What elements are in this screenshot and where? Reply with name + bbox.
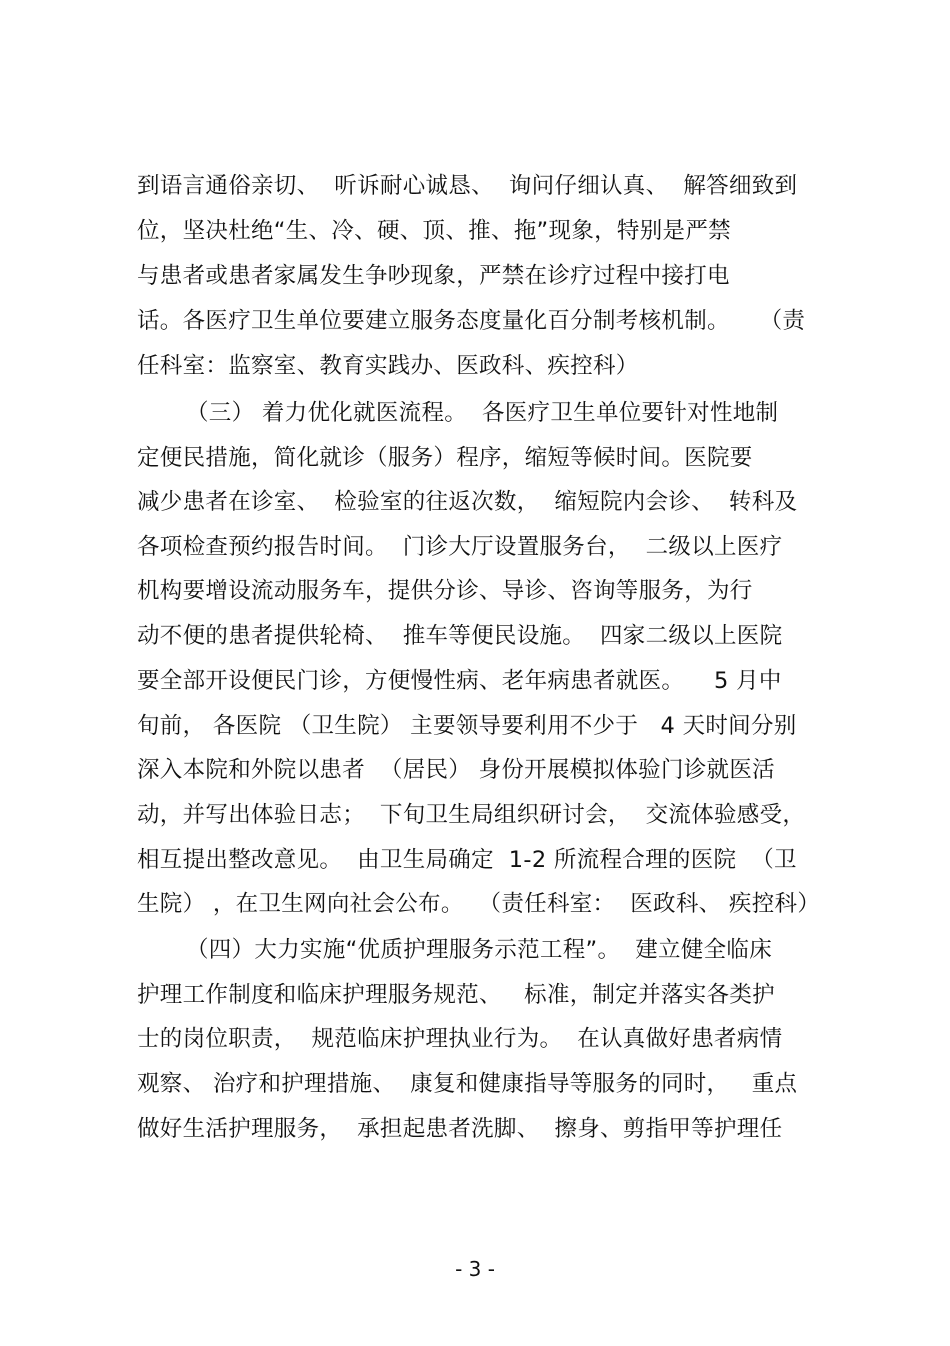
text-line-7: 定便民措施，简化就诊（服务）程序，缩短等候时间。医院要 [137,445,753,471]
text-line-19: 护理工作制度和临床护理服务规范、 标准，制定并落实各类护 [137,982,775,1008]
text-line-5: 任科室：监察室、教育实践办、医政科、疾控科） [137,353,639,379]
text-line-16: 相互提出整改意见。 由卫生局确定 1-2 所流程合理的医院 （卫 [137,847,797,873]
page-number: - 3 - [455,1257,495,1281]
text-line-10: 机构要增设流动服务车，提供分诊、导诊、咨询等服务，为行 [137,578,753,604]
text-line-6: （三） 着力优化就医流程。 各医疗卫生单位要针对性地制 [186,400,779,426]
text-line-22: 做好生活护理服务， 承担起患者洗脚、 擦身、剪指甲等护理任 [137,1116,783,1142]
text-line-13: 旬前， 各医院 （卫生院） 主要领导要利用不少于 4 天时间分别 [137,713,797,739]
text-line-1: 到语言通俗亲切、 听诉耐心诚恳、 询问仔细认真、 解答细致到 [137,173,798,199]
text-line-2: 位，坚决杜绝“生、冷、硬、顶、推、拖”现象，特别是严禁 [137,218,731,244]
text-line-8: 减少患者在诊室、 检验室的往返次数， 缩短院内会诊、 转科及 [137,489,798,515]
text-line-17: 生院） ，在卫生网向社会公布。 （责任科室： 医政科、 疾控科） [137,891,821,917]
text-line-11: 动不便的患者提供轮椅、 推车等便民设施。 四家二级以上医院 [137,623,783,649]
text-line-18: （四）大力实施“优质护理服务示范工程”。 建立健全临床 [186,937,773,963]
text-line-15: 动，并写出体验日志； 下旬卫生局组织研讨会， 交流体验感受， [137,802,806,828]
text-line-4: 话。各医疗卫生单位要建立服务态度量化百分制考核机制。 （责 [137,308,806,334]
text-line-9: 各项检查预约报告时间。 门诊大厅设置服务台， 二级以上医疗 [137,534,783,560]
text-line-21: 观察、 治疗和护理措施、 康复和健康指导等服务的同时， 重点 [137,1071,798,1097]
text-line-20: 士的岗位职责， 规范临床护理执业行为。 在认真做好患者病情 [137,1026,783,1052]
text-line-14: 深入本院和外院以患者 （居民） 身份开展模拟体验门诊就医活 [137,757,775,783]
text-line-12: 要全部开设便民门诊，方便慢性病、老年病患者就医。 5 月中 [137,668,782,694]
text-line-3: 与患者或患者家属发生争吵现象，严禁在诊疗过程中接打电 [137,263,730,289]
